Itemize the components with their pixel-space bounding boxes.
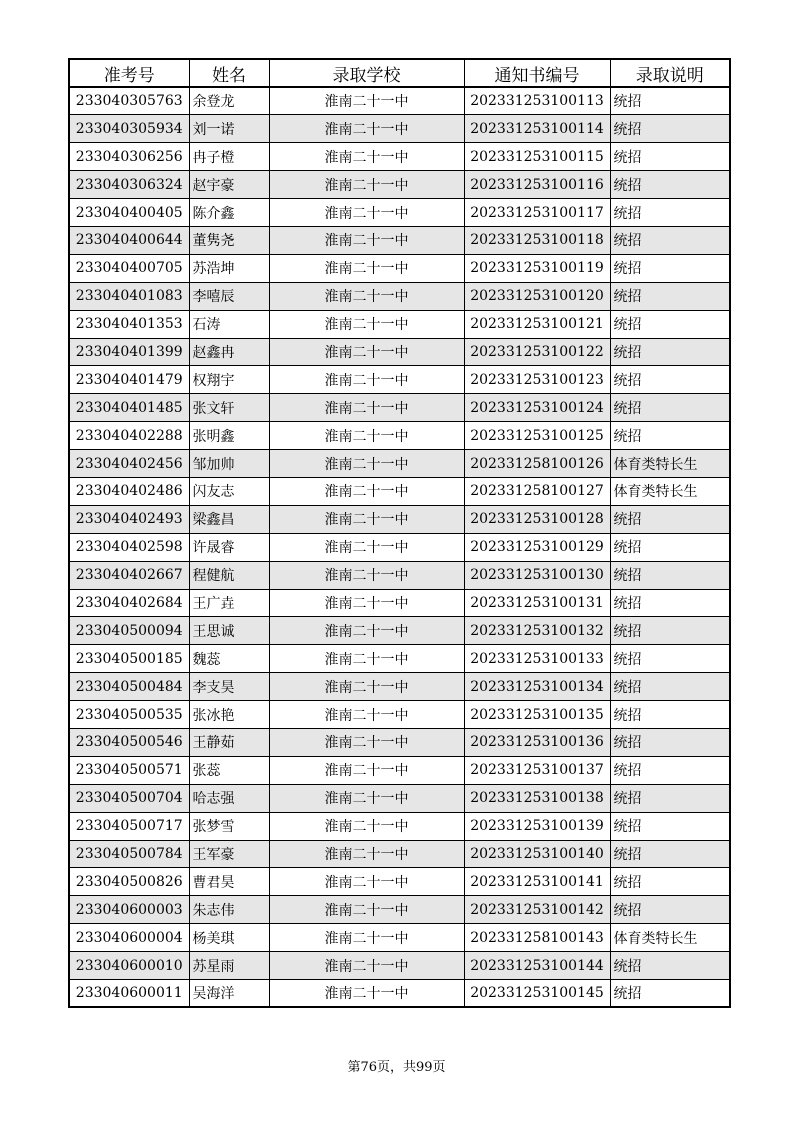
header-name: 姓名 (189, 59, 269, 87)
cell-notice-number: 202331253100124 (464, 394, 610, 422)
cell-admission-note: 统招 (610, 840, 730, 868)
cell-name: 许晟睿 (189, 533, 269, 561)
cell-name: 李支昊 (189, 673, 269, 701)
table-row (69, 422, 730, 450)
cell-exam-id: 233040306324 (69, 171, 189, 199)
table-row (69, 645, 730, 673)
admission-table (68, 58, 731, 1008)
cell-name: 苏星雨 (189, 952, 269, 980)
table-row (69, 171, 730, 199)
cell-admission-note: 统招 (610, 199, 730, 227)
cell-notice-number: 202331253100138 (464, 784, 610, 812)
cell-admission-note: 统招 (610, 226, 730, 254)
cell-name: 冉子橙 (189, 143, 269, 171)
cell-exam-id: 233040402598 (69, 533, 189, 561)
cell-admission-note: 统招 (610, 812, 730, 840)
cell-exam-id: 233040500484 (69, 673, 189, 701)
header-exam-id: 准考号 (69, 59, 189, 87)
cell-school: 淮南二十一中 (269, 450, 464, 478)
cell-admission-note: 统招 (610, 422, 730, 450)
cell-admission-note: 统招 (610, 673, 730, 701)
cell-exam-id: 233040500185 (69, 645, 189, 673)
cell-notice-number: 202331253100113 (464, 87, 610, 115)
cell-exam-id: 233040401485 (69, 394, 189, 422)
cell-admission-note: 统招 (610, 505, 730, 533)
cell-exam-id: 233040500717 (69, 812, 189, 840)
table-row (69, 952, 730, 980)
cell-notice-number: 202331253100145 (464, 980, 610, 1008)
cell-school: 淮南二十一中 (269, 171, 464, 199)
table-row (69, 924, 730, 952)
cell-name: 张明鑫 (189, 422, 269, 450)
header-admission-note: 录取说明 (610, 59, 730, 87)
cell-notice-number: 202331253100116 (464, 171, 610, 199)
cell-exam-id: 233040600011 (69, 980, 189, 1008)
cell-admission-note: 统招 (610, 868, 730, 896)
cell-exam-id: 233040401083 (69, 282, 189, 310)
cell-exam-id: 233040500784 (69, 840, 189, 868)
cell-name: 权翔宇 (189, 366, 269, 394)
cell-name: 苏浩坤 (189, 254, 269, 282)
cell-notice-number: 202331253100141 (464, 868, 610, 896)
cell-notice-number: 202331253100136 (464, 728, 610, 756)
cell-exam-id: 233040500571 (69, 756, 189, 784)
cell-notice-number: 202331253100120 (464, 282, 610, 310)
table-row (69, 840, 730, 868)
cell-name: 张梦雪 (189, 812, 269, 840)
cell-exam-id: 233040402684 (69, 589, 189, 617)
table-row (69, 533, 730, 561)
cell-school: 淮南二十一中 (269, 617, 464, 645)
table-row (69, 728, 730, 756)
cell-school: 淮南二十一中 (269, 701, 464, 729)
table-row (69, 199, 730, 227)
table-row (69, 450, 730, 478)
cell-notice-number: 202331258100127 (464, 477, 610, 505)
cell-exam-id: 233040600004 (69, 924, 189, 952)
cell-admission-note: 统招 (610, 645, 730, 673)
cell-school: 淮南二十一中 (269, 477, 464, 505)
cell-exam-id: 233040400705 (69, 254, 189, 282)
cell-notice-number: 202331253100140 (464, 840, 610, 868)
cell-admission-note: 统招 (610, 617, 730, 645)
cell-exam-id: 233040600010 (69, 952, 189, 980)
cell-admission-note: 体育类特长生 (610, 450, 730, 478)
cell-school: 淮南二十一中 (269, 226, 464, 254)
header-notice-number: 通知书编号 (464, 59, 610, 87)
cell-exam-id: 233040500094 (69, 617, 189, 645)
cell-notice-number: 202331258100126 (464, 450, 610, 478)
cell-school: 淮南二十一中 (269, 868, 464, 896)
table-row (69, 254, 730, 282)
cell-name: 魏蕊 (189, 645, 269, 673)
cell-name: 刘一诺 (189, 115, 269, 143)
cell-name: 赵鑫冉 (189, 338, 269, 366)
cell-school: 淮南二十一中 (269, 756, 464, 784)
table-row (69, 310, 730, 338)
cell-school: 淮南二十一中 (269, 533, 464, 561)
cell-admission-note: 统招 (610, 171, 730, 199)
cell-school: 淮南二十一中 (269, 87, 464, 115)
table-row (69, 784, 730, 812)
cell-notice-number: 202331253100137 (464, 756, 610, 784)
cell-notice-number: 202331253100131 (464, 589, 610, 617)
table-row (69, 756, 730, 784)
cell-notice-number: 202331253100134 (464, 673, 610, 701)
table-row (69, 338, 730, 366)
cell-admission-note: 统招 (610, 87, 730, 115)
cell-school: 淮南二十一中 (269, 645, 464, 673)
cell-notice-number: 202331253100133 (464, 645, 610, 673)
cell-exam-id: 233040402667 (69, 561, 189, 589)
cell-name: 闪友志 (189, 477, 269, 505)
cell-admission-note: 体育类特长生 (610, 477, 730, 505)
cell-school: 淮南二十一中 (269, 422, 464, 450)
cell-notice-number: 202331253100130 (464, 561, 610, 589)
cell-notice-number: 202331253100118 (464, 226, 610, 254)
cell-notice-number: 202331253100119 (464, 254, 610, 282)
cell-name: 张蕊 (189, 756, 269, 784)
cell-admission-note: 统招 (610, 728, 730, 756)
cell-name: 王静茹 (189, 728, 269, 756)
cell-name: 程健航 (189, 561, 269, 589)
cell-school: 淮南二十一中 (269, 728, 464, 756)
table-row (69, 87, 730, 115)
table-header-row (69, 59, 730, 87)
cell-exam-id: 233040402288 (69, 422, 189, 450)
cell-admission-note: 统招 (610, 143, 730, 171)
cell-name: 梁鑫昌 (189, 505, 269, 533)
cell-name: 石涛 (189, 310, 269, 338)
cell-admission-note: 统招 (610, 282, 730, 310)
table-row (69, 868, 730, 896)
table-row (69, 477, 730, 505)
cell-notice-number: 202331253100115 (464, 143, 610, 171)
cell-school: 淮南二十一中 (269, 784, 464, 812)
table-row (69, 589, 730, 617)
cell-school: 淮南二十一中 (269, 561, 464, 589)
cell-exam-id: 233040402493 (69, 505, 189, 533)
cell-admission-note: 统招 (610, 366, 730, 394)
cell-school: 淮南二十一中 (269, 952, 464, 980)
table-row (69, 226, 730, 254)
cell-name: 王思诚 (189, 617, 269, 645)
cell-notice-number: 202331253100144 (464, 952, 610, 980)
cell-notice-number: 202331253100122 (464, 338, 610, 366)
page-number: 第76页，共99页 (347, 1060, 446, 1075)
cell-notice-number: 202331253100142 (464, 896, 610, 924)
cell-name: 陈介鑫 (189, 199, 269, 227)
cell-notice-number: 202331253100121 (464, 310, 610, 338)
cell-name: 张冰艳 (189, 701, 269, 729)
cell-school: 淮南二十一中 (269, 282, 464, 310)
cell-school: 淮南二十一中 (269, 589, 464, 617)
table-row (69, 143, 730, 171)
header-school: 录取学校 (269, 59, 464, 87)
cell-notice-number: 202331253100132 (464, 617, 610, 645)
cell-school: 淮南二十一中 (269, 896, 464, 924)
cell-notice-number: 202331253100128 (464, 505, 610, 533)
cell-school: 淮南二十一中 (269, 840, 464, 868)
cell-admission-note: 统招 (610, 896, 730, 924)
cell-school: 淮南二十一中 (269, 310, 464, 338)
cell-exam-id: 233040400405 (69, 199, 189, 227)
cell-exam-id: 233040401399 (69, 338, 189, 366)
table-row (69, 812, 730, 840)
cell-name: 杨美琪 (189, 924, 269, 952)
cell-name: 王军豪 (189, 840, 269, 868)
table-row (69, 980, 730, 1008)
table-row (69, 617, 730, 645)
cell-admission-note: 统招 (610, 115, 730, 143)
cell-school: 淮南二十一中 (269, 812, 464, 840)
cell-name: 余登龙 (189, 87, 269, 115)
table-row (69, 561, 730, 589)
cell-name: 李嘻辰 (189, 282, 269, 310)
cell-admission-note: 统招 (610, 589, 730, 617)
cell-exam-id: 233040306256 (69, 143, 189, 171)
cell-school: 淮南二十一中 (269, 924, 464, 952)
table-body (69, 87, 730, 1007)
cell-name: 哈志强 (189, 784, 269, 812)
cell-exam-id: 233040305763 (69, 87, 189, 115)
cell-notice-number: 202331253100117 (464, 199, 610, 227)
cell-name: 张文轩 (189, 394, 269, 422)
cell-name: 赵宇豪 (189, 171, 269, 199)
cell-exam-id: 233040402456 (69, 450, 189, 478)
cell-name: 邹加帅 (189, 450, 269, 478)
cell-admission-note: 统招 (610, 701, 730, 729)
cell-admission-note: 统招 (610, 394, 730, 422)
cell-notice-number: 202331253100135 (464, 701, 610, 729)
cell-admission-note: 统招 (610, 310, 730, 338)
cell-notice-number: 202331258100143 (464, 924, 610, 952)
cell-admission-note: 统招 (610, 254, 730, 282)
cell-exam-id: 233040305934 (69, 115, 189, 143)
cell-admission-note: 统招 (610, 952, 730, 980)
cell-admission-note: 统招 (610, 338, 730, 366)
cell-school: 淮南二十一中 (269, 673, 464, 701)
cell-school: 淮南二十一中 (269, 338, 464, 366)
cell-name: 王广垚 (189, 589, 269, 617)
cell-exam-id: 233040500704 (69, 784, 189, 812)
cell-name: 曹君昊 (189, 868, 269, 896)
cell-notice-number: 202331253100123 (464, 366, 610, 394)
table-row (69, 282, 730, 310)
cell-name: 吴海洋 (189, 980, 269, 1008)
table-row (69, 394, 730, 422)
cell-school: 淮南二十一中 (269, 980, 464, 1008)
cell-notice-number: 202331253100139 (464, 812, 610, 840)
cell-school: 淮南二十一中 (269, 254, 464, 282)
cell-admission-note: 统招 (610, 533, 730, 561)
cell-exam-id: 233040500535 (69, 701, 189, 729)
table-row (69, 896, 730, 924)
cell-school: 淮南二十一中 (269, 143, 464, 171)
cell-school: 淮南二十一中 (269, 394, 464, 422)
cell-exam-id: 233040500826 (69, 868, 189, 896)
cell-school: 淮南二十一中 (269, 366, 464, 394)
cell-exam-id: 233040600003 (69, 896, 189, 924)
cell-name: 朱志伟 (189, 896, 269, 924)
cell-exam-id: 233040402486 (69, 477, 189, 505)
cell-school: 淮南二十一中 (269, 199, 464, 227)
cell-school: 淮南二十一中 (269, 115, 464, 143)
cell-notice-number: 202331253100114 (464, 115, 610, 143)
cell-admission-note: 统招 (610, 784, 730, 812)
cell-exam-id: 233040401353 (69, 310, 189, 338)
table-row (69, 366, 730, 394)
cell-admission-note: 统招 (610, 561, 730, 589)
cell-admission-note: 统招 (610, 980, 730, 1008)
cell-admission-note: 体育类特长生 (610, 924, 730, 952)
cell-notice-number: 202331253100129 (464, 533, 610, 561)
cell-exam-id: 233040401479 (69, 366, 189, 394)
cell-exam-id: 233040500546 (69, 728, 189, 756)
cell-name: 董隽尧 (189, 226, 269, 254)
table-row (69, 115, 730, 143)
table-row (69, 701, 730, 729)
cell-exam-id: 233040400644 (69, 226, 189, 254)
cell-school: 淮南二十一中 (269, 505, 464, 533)
table-row (69, 673, 730, 701)
cell-notice-number: 202331253100125 (464, 422, 610, 450)
table-row (69, 505, 730, 533)
cell-admission-note: 统招 (610, 756, 730, 784)
